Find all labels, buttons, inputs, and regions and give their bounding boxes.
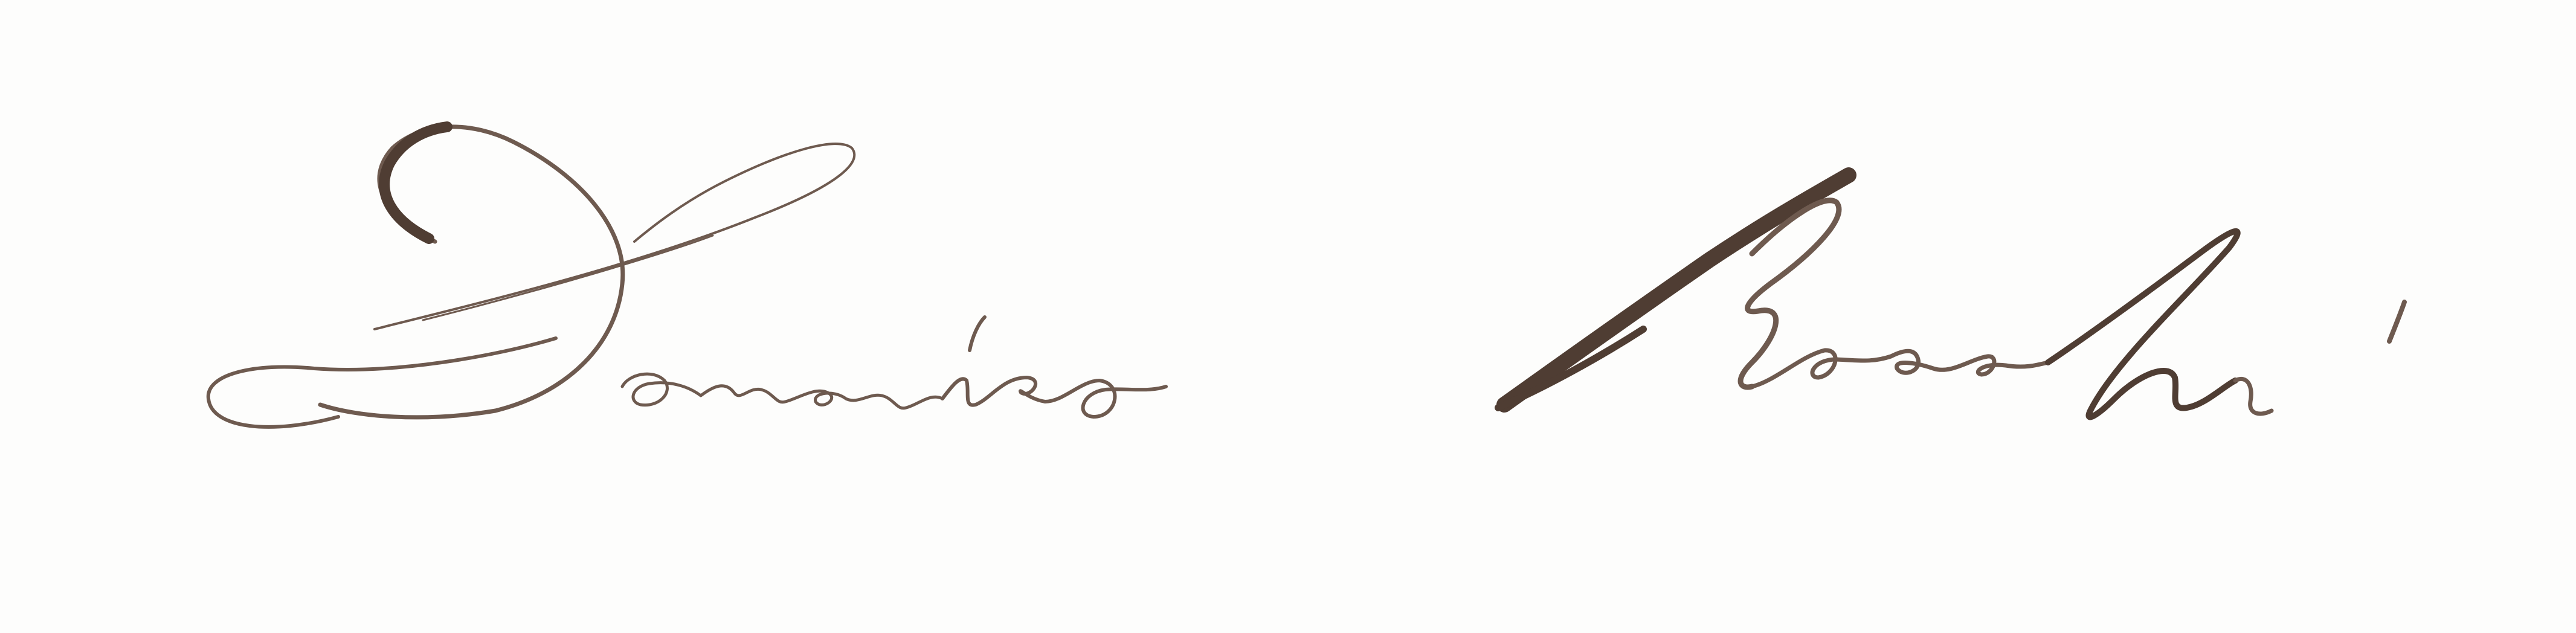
signature-stroke-final-accent (2389, 302, 2404, 341)
signature-stroke-ico (942, 378, 1166, 417)
signature-stroke-final-i (2235, 379, 2272, 414)
signature-stroke-h (2048, 231, 2238, 417)
signature-stroke-d-loop (208, 338, 556, 427)
signature-stroke-d-hook (320, 127, 623, 417)
signature-stroke-omen (622, 374, 942, 408)
signature-stroke-i-dot (970, 317, 985, 350)
signature-stroke-occ (1752, 350, 2048, 387)
signature-last-name (1498, 175, 2404, 417)
signature-stroke-r-main (1504, 175, 1849, 405)
signature-stroke-d-hook-thick (384, 127, 447, 239)
signature-stroke-r-main-edge (1498, 329, 1643, 408)
signature-first-name (208, 127, 1166, 427)
